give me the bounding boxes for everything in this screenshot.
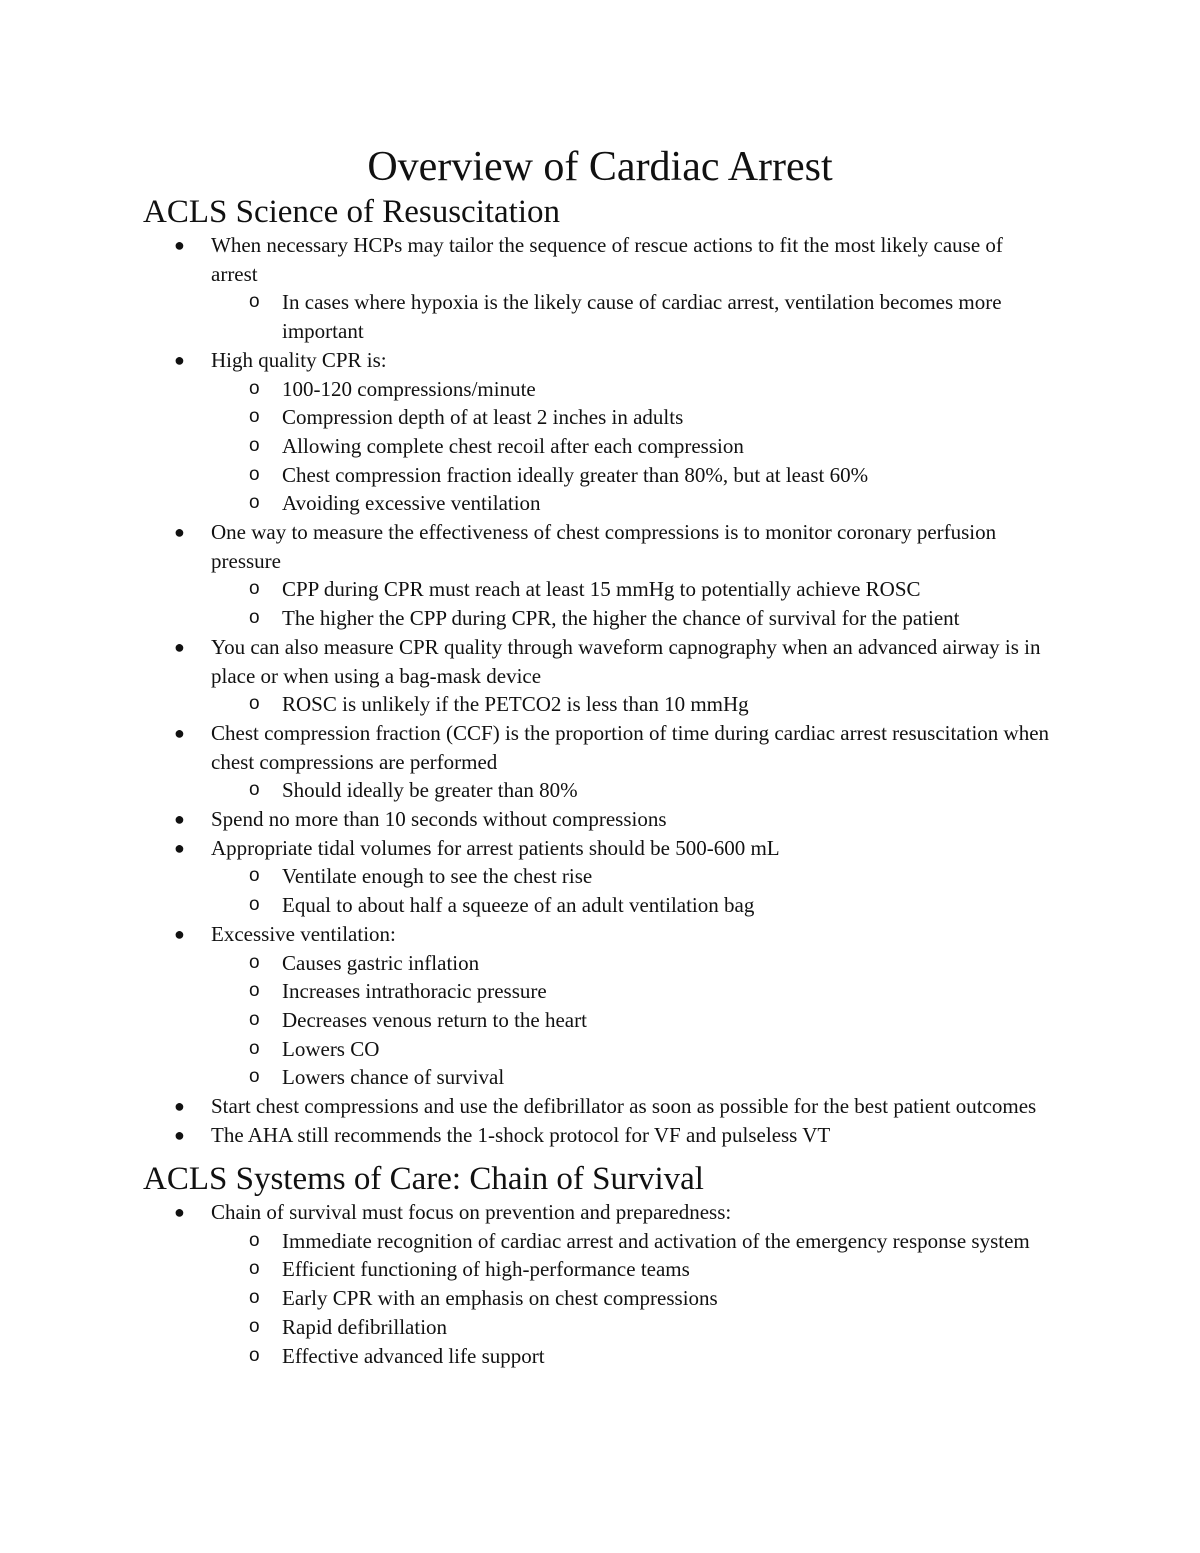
sub-bullet-item: [0, 776, 1200, 805]
sub-bullet-marker: o: [249, 1008, 260, 1030]
item-text: You can also measure CPR quality through waveform capnography when an advanced airway is in place or when using a bag-mask device: [211, 634, 1041, 688]
sub-bullet-item: [0, 891, 1200, 920]
sub-bullet-item: [0, 489, 1200, 518]
item-text: When necessary HCPs may tailor the sequence of rescue actions to fit the most likely cause of arrest: [211, 233, 1003, 286]
sub-bullet-marker: o: [249, 779, 260, 801]
sub-bullet-marker: o: [249, 1344, 260, 1366]
item-text: Decreases venous return to the heart: [282, 1007, 587, 1032]
sub-bullet-marker: o: [249, 1315, 260, 1337]
sub-bullet-marker: o: [249, 377, 260, 399]
bullet-item: [0, 719, 1200, 776]
item-text: 100-120 compressions/minute: [282, 376, 536, 401]
item-text: Should ideally be greater than 80%: [282, 778, 578, 803]
sub-bullet-marker: o: [249, 693, 260, 715]
sub-bullet-item: [0, 690, 1200, 719]
sub-bullet-marker: o: [249, 607, 260, 629]
item-text: The AHA still recommends the 1-shock protocol for VF and pulseless VT: [211, 1122, 831, 1147]
sub-bullet-marker: o: [249, 406, 260, 428]
bullet-marker: ●: [174, 837, 185, 858]
sub-bullet-marker: o: [249, 951, 260, 973]
sub-bullet-marker: o: [249, 1258, 260, 1280]
item-text: Efficient functioning of high-performance teams: [282, 1257, 690, 1282]
sub-bullet-marker: o: [249, 492, 260, 514]
section-list-science: [0, 231, 1200, 1150]
sub-bullet-item: [0, 461, 1200, 490]
item-text: Avoiding excessive ventilation: [282, 491, 541, 516]
sub-bullet-marker: o: [249, 1229, 260, 1251]
sub-bullet-item: [0, 1035, 1200, 1064]
sub-bullet-item: [0, 604, 1200, 633]
bullet-item: [0, 920, 1200, 949]
bullet-item: [0, 805, 1200, 834]
sub-bullet-marker: o: [249, 980, 260, 1002]
bullet-marker: ●: [174, 1096, 185, 1117]
bullet-marker: ●: [174, 349, 185, 370]
section-heading-science: ACLS Science of Resuscitation: [143, 194, 561, 230]
item-text: Chest compression fraction (CCF) is the proportion of time during cardiac arrest resuscitation when chest compressions are performed: [211, 720, 1050, 774]
item-text: Effective advanced life support: [282, 1343, 545, 1368]
item-text: Start chest compressions and use the defibrillator as soon as possible for the best patient outcomes: [211, 1094, 1037, 1119]
bullet-marker: ●: [174, 235, 185, 255]
sub-bullet-marker: o: [249, 1066, 260, 1088]
bullet-item: [0, 231, 1200, 288]
item-text: Chest compression fraction ideally greater than 80%, but at least 60%: [282, 462, 869, 487]
sub-bullet-marker: o: [249, 865, 260, 887]
item-text: In cases where hypoxia is the likely cause of cardiac arrest, ventilation becomes more important: [282, 290, 1002, 344]
sub-bullet-marker: o: [249, 291, 260, 313]
bullet-marker: ●: [174, 923, 185, 944]
sub-bullet-item: [0, 1255, 1200, 1284]
bullet-marker: ●: [174, 636, 185, 657]
bullet-item: [0, 346, 1200, 375]
bullet-item: [0, 633, 1200, 690]
item-text: Chain of survival must focus on prevention and preparedness:: [211, 1200, 732, 1224]
item-text: Appropriate tidal volumes for arrest patients should be 500-600 mL: [211, 835, 780, 860]
bullet-item: [0, 1121, 1200, 1150]
sub-bullet-item: [0, 1227, 1200, 1256]
item-text: The higher the CPP during CPR, the higher the chance of survival for the patient: [282, 606, 960, 631]
item-text: Allowing complete chest recoil after each compression: [282, 433, 744, 458]
item-text: High quality CPR is:: [211, 347, 387, 372]
bullet-marker: ●: [174, 1124, 185, 1145]
item-text: Immediate recognition of cardiac arrest and activation of the emergency response system: [282, 1228, 1030, 1253]
section-list-chain-of-survival: [0, 1198, 1200, 1370]
sub-bullet-item: [0, 288, 1200, 345]
sub-bullet-item: [0, 432, 1200, 461]
item-text: Lowers CO: [282, 1036, 380, 1061]
sub-bullet-marker: o: [249, 1037, 260, 1059]
item-text: Lowers chance of survival: [282, 1065, 505, 1090]
sub-bullet-marker: o: [249, 578, 260, 600]
bullet-item: [0, 1092, 1200, 1121]
item-text: CPP during CPR must reach at least 15 mmHg to potentially achieve ROSC: [282, 577, 921, 602]
sub-bullet-item: [0, 1063, 1200, 1092]
item-text: Causes gastric inflation: [282, 950, 480, 975]
sub-bullet-item: [0, 1284, 1200, 1313]
item-text: Increases intrathoracic pressure: [282, 979, 547, 1004]
bullet-marker: ●: [174, 722, 185, 743]
sub-bullet-item: [0, 949, 1200, 978]
item-text: Rapid defibrillation: [282, 1314, 448, 1339]
sub-bullet-marker: o: [249, 894, 260, 916]
sub-bullet-item: [0, 862, 1200, 891]
item-text: Early CPR with an emphasis on chest compressions: [282, 1286, 718, 1311]
sub-bullet-marker: o: [249, 1287, 260, 1309]
sub-bullet-item: [0, 375, 1200, 404]
document-title: Overview of Cardiac Arrest: [367, 144, 833, 190]
item-text: ROSC is unlikely if the PETCO2 is less than 10 mmHg: [282, 692, 749, 717]
bullet-item: [0, 834, 1200, 863]
item-text: Spend no more than 10 seconds without compressions: [211, 807, 667, 832]
sub-bullet-item: [0, 977, 1200, 1006]
item-text: Ventilate enough to see the chest rise: [282, 864, 593, 889]
sub-bullet-item: [0, 403, 1200, 432]
sub-bullet-marker: o: [249, 463, 260, 485]
item-text: Compression depth of at least 2 inches in adults: [282, 405, 684, 430]
item-text: Equal to about half a squeeze of an adult ventilation bag: [282, 893, 755, 918]
sub-bullet-item: [0, 1313, 1200, 1342]
bullet-marker: ●: [174, 522, 185, 543]
bullet-item: [0, 518, 1200, 575]
bullet-marker: ●: [174, 809, 185, 830]
item-text: Excessive ventilation:: [211, 921, 396, 946]
item-text: One way to measure the effectiveness of chest compressions is to monitor coronary perfusion pressure: [211, 520, 997, 573]
sub-bullet-marker: o: [249, 434, 260, 456]
sub-bullet-item: [0, 1342, 1200, 1371]
bullet-marker: ●: [174, 1202, 185, 1222]
section-heading-chain-of-survival: ACLS Systems of Care: Chain of Survival: [143, 1161, 704, 1197]
sub-bullet-item: [0, 575, 1200, 604]
sub-bullet-item: [0, 1006, 1200, 1035]
bullet-item: [0, 1198, 1200, 1227]
